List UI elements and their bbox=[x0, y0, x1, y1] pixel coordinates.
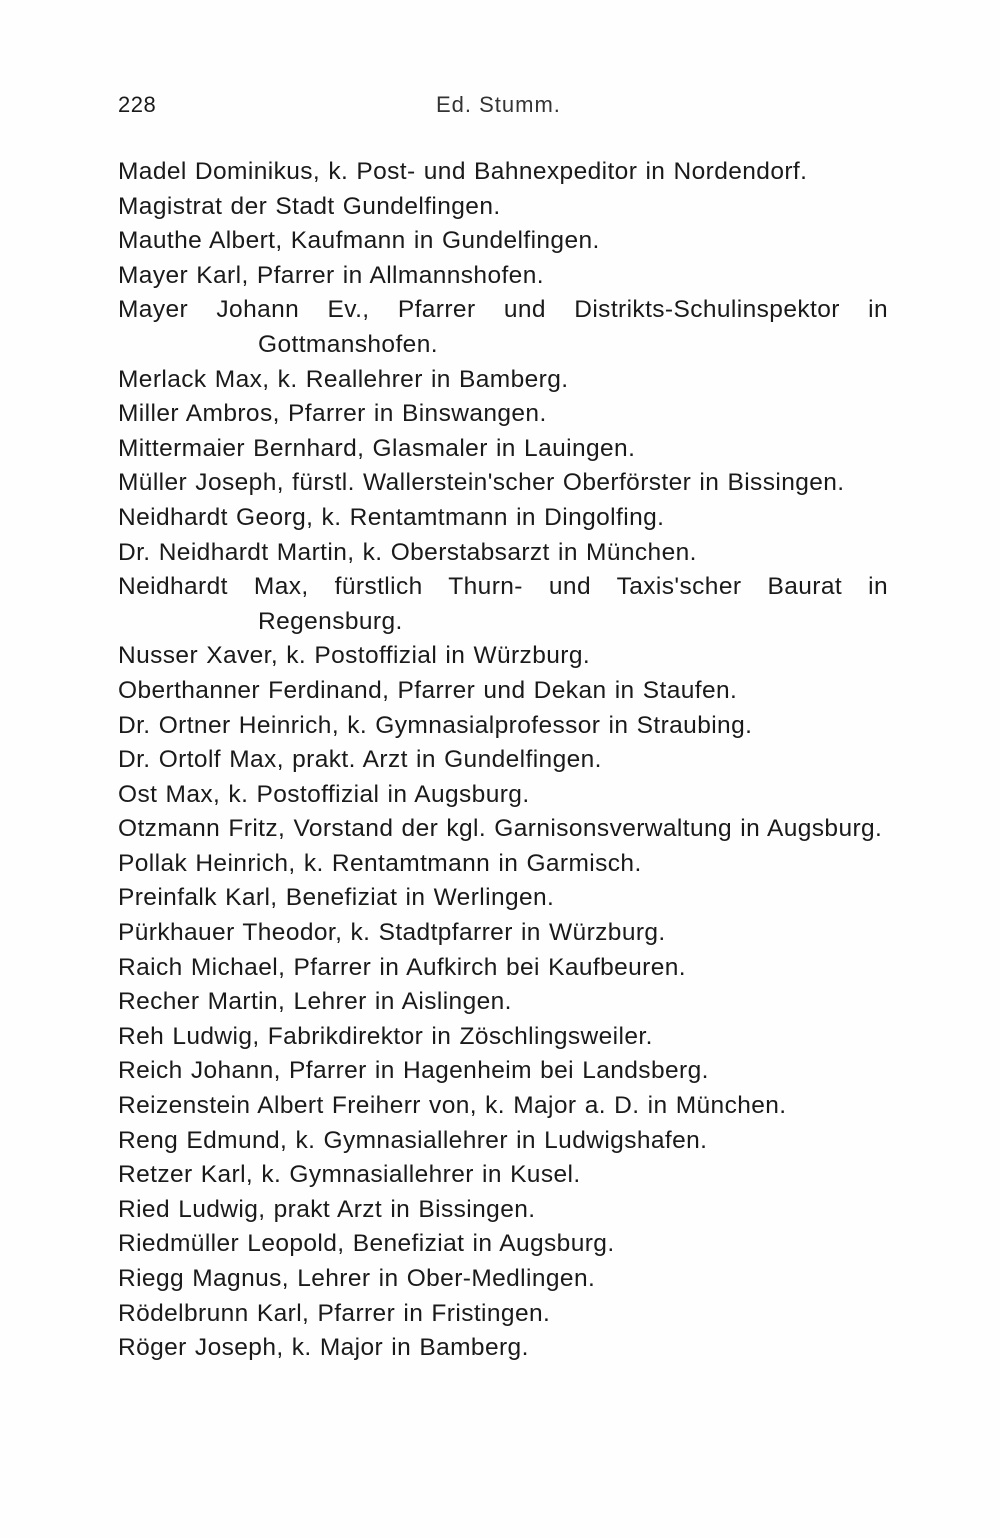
list-item: Dr. Neidhardt Martin, k. Oberstabsarzt in München. bbox=[118, 538, 697, 566]
list-item: Riegg Magnus, Lehrer in Ober-Medlingen. bbox=[118, 1265, 596, 1292]
list-item: Retzer Karl, k. Gymnasiallehrer in Kusel. bbox=[118, 1161, 581, 1189]
list-item: Röger Joseph, k. Major in Bamberg. bbox=[118, 1334, 529, 1362]
list-item: Raich Michael, Pfarrer in Aufkirch bei Kaufbeuren. bbox=[118, 953, 686, 981]
list-item: Miller Ambros, Pfarrer in Binswangen. bbox=[118, 400, 547, 428]
list-item: Mauthe Albert, Kaufmann in Gundelfingen. bbox=[118, 227, 600, 255]
list-item: Reh Ludwig, Fabrikdirektor in Zöschlingsweiler. bbox=[118, 1022, 653, 1050]
running-head: Ed. Stumm. bbox=[436, 92, 561, 117]
list-item: Pollak Heinrich, k. Rentamtmann in Garmisch. bbox=[118, 849, 642, 877]
list-item: Riedmüller Leopold, Benefiziat in Augsburg. bbox=[118, 1230, 615, 1258]
list-item: Preinfalk Karl, Benefiziat in Werlingen. bbox=[118, 884, 555, 912]
member-list bbox=[118, 155, 888, 1366]
list-item: Dr. Ortner Heinrich, k. Gymnasialprofessor in Straubing. bbox=[118, 711, 753, 739]
list-item: Rödelbrunn Karl, Pfarrer in Fristingen. bbox=[118, 1299, 551, 1327]
list-item: Mayer Karl, Pfarrer in Allmannshofen. bbox=[118, 261, 544, 289]
page-header bbox=[118, 92, 888, 122]
list-item: Pürkhauer Theodor, k. Stadtpfarrer in Würzburg. bbox=[118, 919, 666, 947]
list-item: Madel Dominikus, k. Post- und Bahnexpeditor in Nordendorf. bbox=[118, 158, 808, 185]
list-item: Mayer Johann Ev., Pfarrer und Distrikts-Schulinspektor in Gottmanshofen. bbox=[118, 296, 888, 358]
list-item: Otzmann Fritz, Vorstand der kgl. Garnisonsverwaltung in Augsburg. bbox=[118, 815, 883, 843]
list-item: Ost Max, k. Postoffizial in Augsburg. bbox=[118, 780, 530, 808]
list-item: Dr. Ortolf Max, prakt. Arzt in Gundelfingen. bbox=[118, 746, 602, 774]
list-item: Ried Ludwig, prakt Arzt in Bissingen. bbox=[118, 1195, 536, 1223]
list-item: Reng Edmund, k. Gymnasiallehrer in Ludwigshafen. bbox=[118, 1126, 708, 1154]
list-item: Neidhardt Georg, k. Rentamtmann in Dingolfing. bbox=[118, 503, 665, 531]
list-item: Reizenstein Albert Freiherr von, k. Major a. D. in München. bbox=[118, 1092, 787, 1120]
list-item: Müller Joseph, fürstl. Wallerstein'scher Oberförster in Bissingen. bbox=[118, 469, 845, 497]
list-item: Reich Johann, Pfarrer in Hagenheim bei Landsberg. bbox=[118, 1057, 709, 1085]
list-item: Nusser Xaver, k. Postoffizial in Würzburg. bbox=[118, 642, 591, 670]
list-item: Recher Martin, Lehrer in Aislingen. bbox=[118, 988, 512, 1016]
list-item: Oberthanner Ferdinand, Pfarrer und Dekan in Staufen. bbox=[118, 676, 738, 704]
list-item: Merlack Max, k. Reallehrer in Bamberg. bbox=[118, 365, 569, 393]
list-item: Magistrat der Stadt Gundelfingen. bbox=[118, 192, 501, 220]
page-number: 228 bbox=[118, 92, 157, 117]
list-item: Neidhardt Max, fürstlich Thurn- und Taxis'scher Baurat in Regensburg. bbox=[118, 573, 888, 635]
list-item: Mittermaier Bernhard, Glasmaler in Lauingen. bbox=[118, 434, 636, 462]
